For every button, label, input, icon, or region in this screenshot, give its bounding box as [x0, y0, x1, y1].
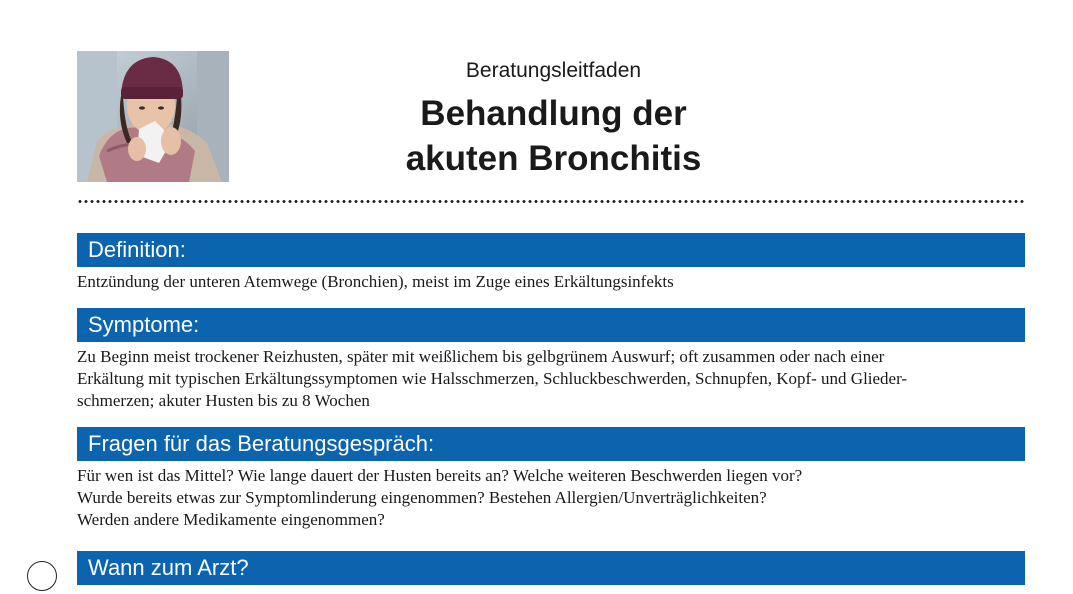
- section-text-fragen: [77, 465, 1025, 531]
- text-line: schmerzen; akuter Husten bis zu 8 Wochen: [77, 391, 370, 410]
- title-line-1: Behandlung der: [420, 94, 687, 133]
- section-heading-symptome: Symptome:: [77, 308, 1025, 342]
- header-photo-woman-with-tissue: [77, 51, 229, 182]
- text-line: Erkältung mit typischen Erkältungssymptomen wie Halsschmerzen, Schluckbeschwerden, Schnupfen, Kopf- und Glieder-: [77, 369, 908, 388]
- section-text-symptome: [77, 346, 1025, 412]
- section-text-definition: [77, 271, 1025, 293]
- text-line: Entzündung der unteren Atemwege (Bronchien), meist im Zuge eines Erkältungsinfekts: [77, 272, 674, 291]
- text-line: Werden andere Medikamente eingenommen?: [77, 510, 385, 529]
- section-heading-fragen: Fragen für das Beratungsgespräch:: [77, 427, 1025, 461]
- section-heading-definition: Definition:: [77, 233, 1025, 267]
- text-line: Für wen ist das Mittel? Wie lange dauert der Husten bereits an? Welche weiteren Beschwerden liegen vor?: [77, 466, 803, 485]
- page-marker-circle: [27, 561, 57, 591]
- text-line: Wurde bereits etwas zur Symptomlinderung eingenommen? Bestehen Allergien/Unverträglichkeiten?: [77, 488, 767, 507]
- section-heading-arzt: Wann zum Arzt?: [77, 551, 1025, 585]
- document-kicker: Beratungsleitfaden: [465, 59, 642, 82]
- text-line: Zu Beginn meist trockener Reizhusten, später mit weißlichem bis gelbgrünem Auswurf; oft zusammen oder nach einer: [77, 347, 885, 366]
- document-title: [300, 91, 807, 181]
- title-line-2: akuten Bronchitis: [405, 139, 702, 178]
- dotted-divider: [77, 199, 1025, 204]
